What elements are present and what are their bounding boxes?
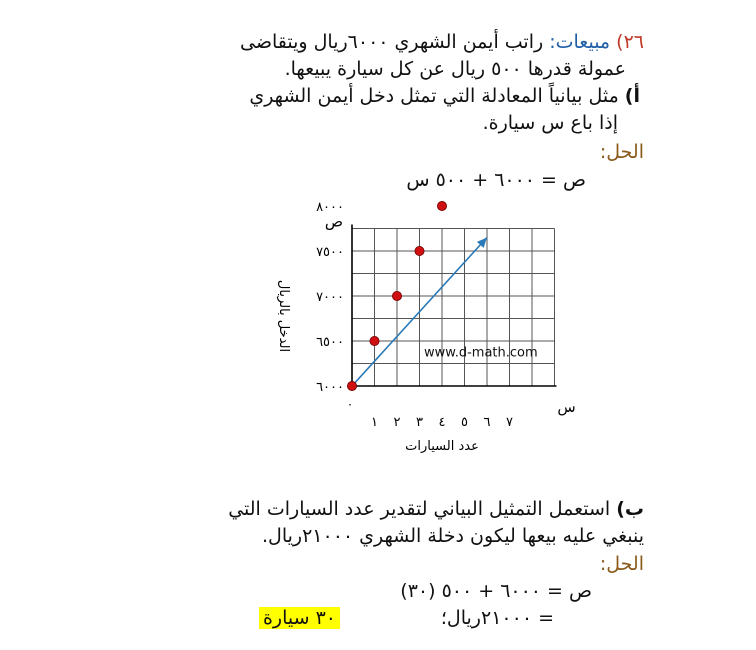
part-a-text: مثل بيانياً المعادلة التي تمثل دخل أيمن الشهري <box>249 85 619 107</box>
problem-number: ٢٦) <box>616 31 644 53</box>
problem-line-1-text: راتب أيمن الشهري ٦٠٠٠ريال ويتقاضى <box>240 31 544 53</box>
x-tick-label: ٤ <box>438 415 446 430</box>
solution-b-answer <box>259 606 340 630</box>
y-tick-label: ٧٥٠٠ <box>316 245 344 260</box>
solution-a-label: الحل: <box>599 141 644 163</box>
data-point <box>437 201 446 210</box>
origin-label: ٠ <box>346 397 354 411</box>
solution-b-label: الحل: <box>599 553 644 575</box>
part-a-line-2: إذا باع س سيارة. <box>482 112 618 134</box>
chart-grid <box>352 229 555 387</box>
solution-a-equation: ص = ٦٠٠٠ + ٥٠٠ س <box>406 169 586 191</box>
y-axis-label: الدخل بالريال <box>276 279 291 353</box>
x-tick-label: ٣ <box>416 415 423 430</box>
data-point <box>415 246 424 255</box>
problem-line-1 <box>240 30 644 54</box>
part-b-text: استعمل التمثيل البياني لتقدير عدد السيارات التي <box>228 498 611 520</box>
y-axis-symbol: ص <box>324 212 344 231</box>
income-chart <box>250 200 576 462</box>
watermark: www.d-math.com <box>424 345 538 361</box>
y-tick-label: ٧٠٠٠ <box>316 290 344 305</box>
part-b-line-2: ينبغي عليه بيعها ليكون دخلة الشهري ٢١٠٠٠ريال. <box>261 525 644 547</box>
solution-b-equation-2: = ٢١٠٠٠ريال؛ <box>440 607 554 629</box>
x-tick-label: ٥ <box>461 415 468 430</box>
x-axis-label: عدد السيارات <box>405 439 479 454</box>
problem-label: مبيعات: <box>549 31 611 53</box>
x-axis-symbol: س <box>557 398 576 416</box>
x-tick-label: ١ <box>371 415 378 430</box>
part-b-label: ب) <box>616 498 644 520</box>
x-tick-label: ٧ <box>506 415 513 430</box>
chart-axes <box>352 225 557 387</box>
y-tick-label: ٦٥٠٠ <box>316 335 344 350</box>
y-tick-label: ٨٠٠٠ <box>316 200 344 215</box>
data-point <box>370 336 379 345</box>
part-a-label: أ) <box>624 85 640 107</box>
solution-b-equation-1: ص = ٦٠٠٠ + ٥٠٠ (٣٠) <box>400 580 592 602</box>
x-tick-label: ٢ <box>393 415 401 430</box>
data-point <box>347 381 356 390</box>
part-b-line-1 <box>228 497 644 521</box>
data-point <box>392 291 401 300</box>
answer-highlight: ٣٠ سيارة <box>259 607 340 629</box>
x-tick-label: ٦ <box>483 415 491 430</box>
part-a-line-1 <box>249 84 640 108</box>
y-tick-label: ٦٠٠٠ <box>316 380 344 395</box>
chart-ticks <box>316 200 513 430</box>
problem-line-2: عمولة قدرها ٥٠٠ ريال عن كل سيارة يبيعها. <box>284 58 626 80</box>
